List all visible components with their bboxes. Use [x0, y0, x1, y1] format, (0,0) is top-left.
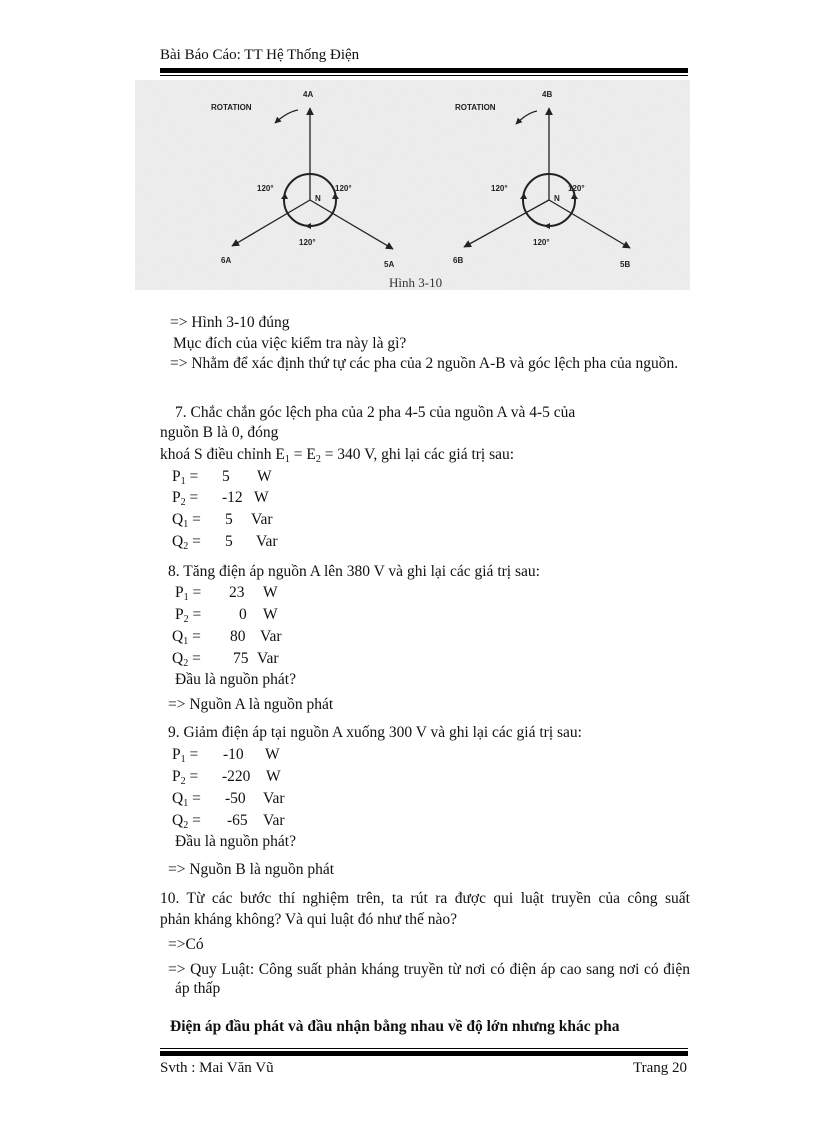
s9-q1: $Q_1$ =	[172, 790, 201, 809]
s9-q2-unit: Var	[263, 812, 285, 829]
purpose-question: Mục đích của việc kiểm tra này là gì?	[173, 335, 407, 352]
step-9-heading: 9. Giảm điện áp tại nguồn A xuống 300 V và ghi lại các giá trị sau:	[168, 724, 582, 741]
step-9-answer: => Nguồn B là nguồn phát	[168, 861, 335, 878]
s8-q1-unit: Var	[260, 628, 282, 645]
s8-p2: $P_2$ =	[175, 606, 202, 625]
s9-p2: $P_2$ =	[172, 768, 199, 787]
footer-rule-thin	[160, 1048, 688, 1049]
s7-p2: $P_2$ =	[172, 489, 199, 508]
s7-q2: $Q_2$ =	[172, 533, 201, 552]
s9-q1-unit: Var	[263, 790, 285, 807]
purpose-answer: => Nhằm để xác định thứ tự các pha của 2 nguồn A-B và góc lệch pha của nguồn.	[170, 355, 679, 372]
s8-p2-value: 0	[239, 606, 247, 623]
s8-p1: $P_1$ =	[175, 584, 202, 603]
s7-q2-unit: Var	[256, 533, 278, 550]
step-7-line-2: nguồn B là 0, đóng	[160, 424, 279, 441]
label-5a: 5A	[384, 260, 395, 269]
s9-p2-unit: W	[266, 768, 281, 785]
s8-p1-unit: W	[263, 584, 278, 601]
s7-p1: $P_1$ =	[172, 468, 199, 487]
label-6a: 6A	[221, 256, 232, 265]
s7-p2-unit: W	[254, 489, 269, 506]
header-title: Bài Báo Cáo: TT Hệ Thống Điện	[160, 47, 360, 63]
step-7-line-3: khoá S điều chỉnh $E_1 = E_2 = 340$ V, ghi lại các giá trị sau:	[160, 446, 515, 465]
s8-q2-value: 75	[233, 650, 249, 667]
s9-p1-value: -10	[223, 746, 244, 763]
step-10-rule-line-1: => Quy Luật: Công suất phản kháng truyền từ nơi có điện áp cao sang nơi có điện	[168, 961, 690, 978]
figure-caption: Hình 3-10	[389, 275, 443, 290]
s8-q2: $Q_2$ =	[172, 650, 201, 669]
rotation-label-b: ROTATION	[455, 103, 496, 112]
s9-p1: $P_1$ =	[172, 746, 199, 765]
s7-q1-unit: Var	[251, 511, 273, 528]
s9-q2-value: -65	[227, 812, 248, 829]
header-rule-thin	[160, 75, 688, 76]
label-6b: 6B	[453, 256, 464, 265]
s9-p2-value: -220	[222, 768, 251, 785]
label-5b: 5B	[620, 260, 631, 269]
figure-confirmation: => Hình 3-10 đúng	[170, 314, 290, 331]
step-8-heading: 8. Tăng điện áp nguồn A lên 380 V và ghi lại các giá trị sau:	[168, 563, 540, 580]
footer-rule-thick	[160, 1051, 688, 1056]
angle-left-a: 120°	[257, 184, 274, 193]
s8-q1: $Q_1$ =	[172, 628, 201, 647]
rotation-label-a: ROTATION	[211, 103, 252, 112]
s9-q1-value: -50	[225, 790, 246, 807]
angle-left-b: 120°	[491, 184, 508, 193]
footer-author: Svth : Mai Văn Vũ	[160, 1060, 274, 1076]
label-4b: 4B	[542, 90, 553, 99]
s7-p1-value: 5	[222, 468, 230, 485]
s8-q1-value: 80	[230, 628, 246, 645]
label-n-b: N	[554, 194, 560, 203]
s7-q1: $Q_1$ =	[172, 511, 201, 530]
step-10-line-2: phản kháng không? Và qui luật đó như thế nào?	[160, 911, 457, 928]
s8-p2-unit: W	[263, 606, 278, 623]
s7-p1-unit: W	[257, 468, 272, 485]
s7-q2-value: 5	[225, 533, 233, 550]
step-9-question: Đầu là nguồn phát?	[175, 833, 296, 850]
step-7-line-1: 7. Chắc chắn góc lệch pha của 2 pha 4-5 của nguồn A và 4-5 của	[175, 404, 576, 421]
label-n-a: N	[315, 194, 321, 203]
s7-q1-value: 5	[225, 511, 233, 528]
angle-right-a: 120°	[335, 184, 352, 193]
angle-bottom-a: 120°	[299, 238, 316, 247]
step-8-answer: => Nguồn A là nguồn phát	[168, 696, 334, 713]
phase-rotation-figure	[135, 80, 690, 290]
step-8-question: Đầu là nguồn phát?	[175, 671, 296, 688]
angle-bottom-b: 120°	[533, 238, 550, 247]
header-rule-thick	[160, 68, 688, 73]
s7-p2-value: -12	[222, 489, 243, 506]
s8-p1-value: 23	[229, 584, 245, 601]
angle-right-b: 120°	[568, 184, 585, 193]
step-10-answer: =>Có	[168, 936, 204, 953]
page-number: Trang 20	[633, 1060, 688, 1076]
s8-q2-unit: Var	[257, 650, 279, 667]
step-10-line-1: 10. Từ các bước thí nghiệm trên, ta rút ra được qui luật truyền của công suất	[160, 890, 690, 907]
label-4a: 4A	[303, 90, 314, 99]
s9-q2: $Q_2$ =	[172, 812, 201, 831]
step-10-rule-line-2: áp thấp	[175, 980, 221, 997]
s9-p1-unit: W	[265, 746, 280, 763]
section-heading: Điện áp đầu phát và đầu nhận bằng nhau về độ lớn nhưng khác pha	[170, 1018, 620, 1035]
